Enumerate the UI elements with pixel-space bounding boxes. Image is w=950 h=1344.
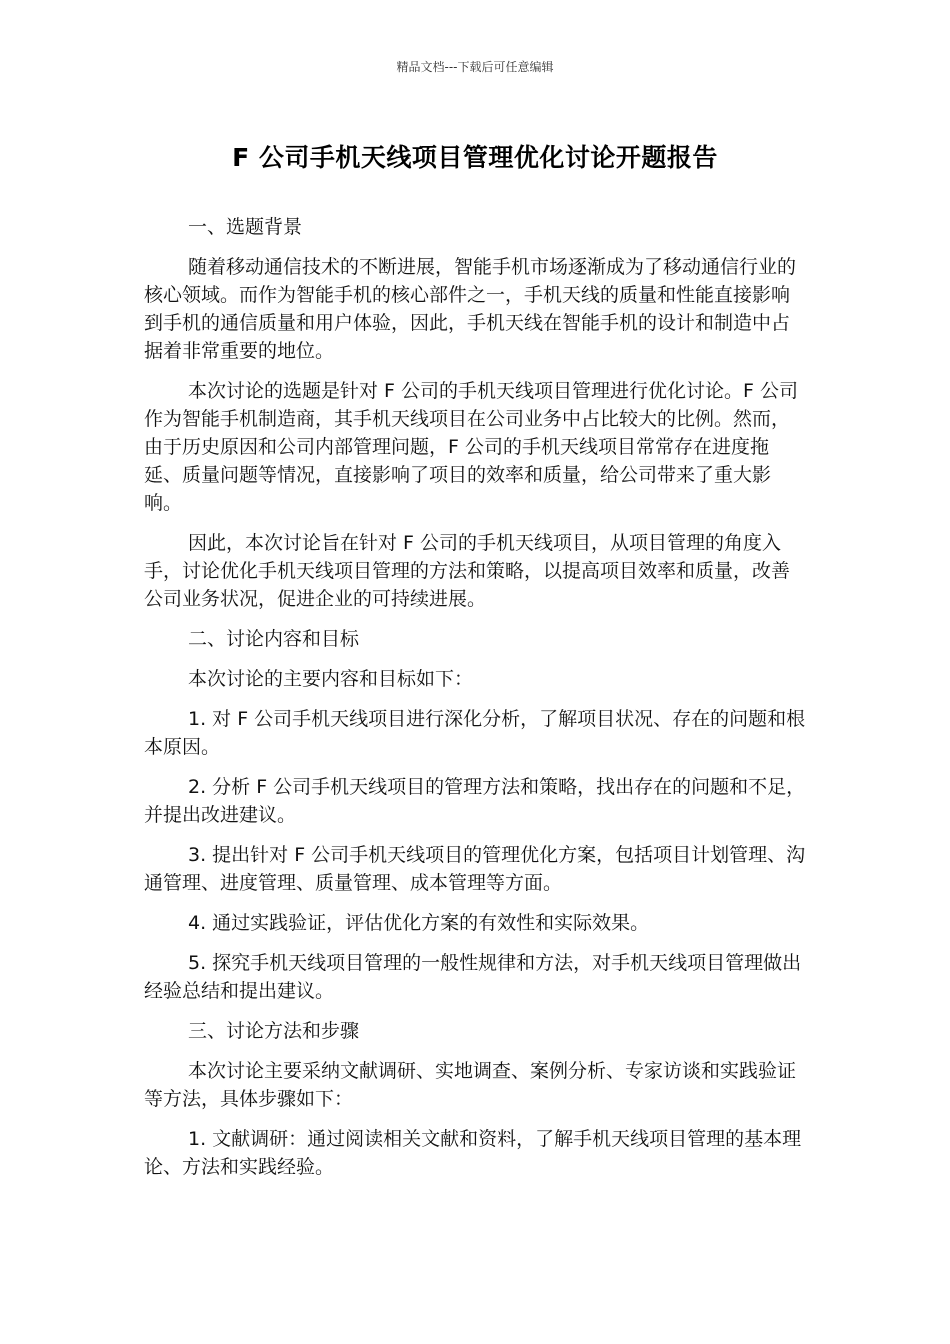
paragraph: 本次讨论主要采纳文献调研、实地调查、案例分析、专家访谈和实践验证等方法，具体步骤如下： bbox=[144, 1060, 797, 1110]
header-note: 精品文档---下载后可任意编辑 bbox=[396, 60, 554, 74]
list-item: 2. 分析 F 公司手机天线项目的管理方法和策略，找出存在的问题和不足，并提出改进建议。 bbox=[144, 776, 806, 826]
list-item: 4. 通过实践验证，评估优化方案的有效性和实际效果。 bbox=[188, 912, 650, 934]
list-item: 3. 提出针对 F 公司手机天线项目的管理优化方案，包括项目计划管理、沟通管理、进度管理、质量管理、成本管理等方面。 bbox=[144, 844, 806, 894]
list-item: 1. 文献调研：通过阅读相关文献和资料，了解手机天线项目管理的基本理论、方法和实践经验。 bbox=[144, 1128, 802, 1178]
paragraph: 本次讨论的选题是针对 F 公司的手机天线项目管理进行优化讨论。F 公司作为智能手机制造商，其手机天线项目在公司业务中占比较大的比例。然而，由于历史原因和公司内部管理问题，F 公司的手机天线项目常常存在进度拖延、质量问题等情况，直接影响了项目的效率和质量，给公司带来了重大影响。 bbox=[144, 380, 798, 514]
paragraph: 因此，本次讨论旨在针对 F 公司的手机天线项目，从项目管理的角度入手，讨论优化手机天线项目管理的方法和策略，以提高项目效率和质量，改善公司业务状况，促进企业的可持续进展。 bbox=[144, 532, 791, 610]
list-item: 5. 探究手机天线项目管理的一般性规律和方法，对手机天线项目管理做出经验总结和提出建议。 bbox=[144, 952, 802, 1002]
paragraph: 本次讨论的主要内容和目标如下： bbox=[188, 668, 474, 690]
paragraph: 随着移动通信技术的不断进展，智能手机市场逐渐成为了移动通信行业的核心领域。而作为智能手机的核心部件之一，手机天线的质量和性能直接影响到手机的通信质量和用户体验，因此，手机天线在智能手机的设计和制造中占据着非常重要的地位。 bbox=[144, 256, 797, 362]
list-item: 1. 对 F 公司手机天线项目进行深化分析，了解项目状况、存在的问题和根本原因。 bbox=[144, 708, 806, 758]
section-heading-2: 二、讨论内容和目标 bbox=[188, 628, 360, 650]
document-title: F 公司手机天线项目管理优化讨论开题报告 bbox=[232, 143, 718, 172]
document-body bbox=[144, 213, 806, 1193]
section-heading-1: 一、选题背景 bbox=[188, 216, 303, 238]
section-heading-3: 三、讨论方法和步骤 bbox=[188, 1020, 360, 1042]
